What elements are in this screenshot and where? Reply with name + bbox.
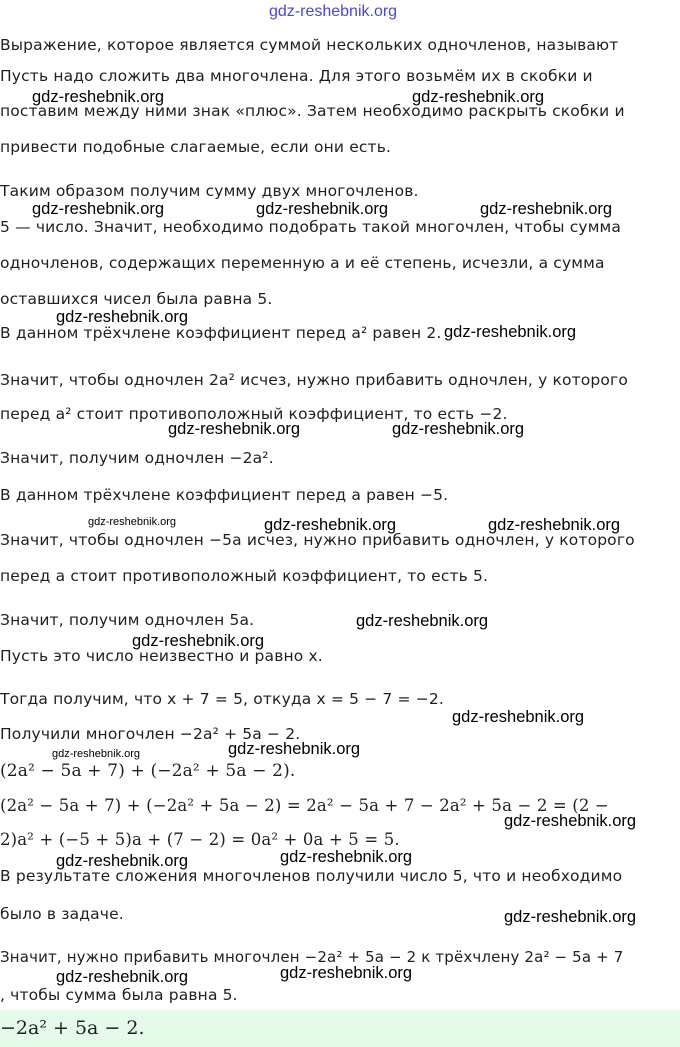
- watermark: gdz-reshebnik.org: [504, 908, 637, 926]
- watermark: gdz-reshebnik.org: [132, 632, 265, 650]
- text-line: перед a стоит противоположный коэффициент, то есть 5.: [0, 567, 489, 585]
- site-watermark[interactable]: gdz-reshebnik.org: [269, 3, 398, 20]
- watermark: gdz-reshebnik.org: [452, 708, 585, 726]
- watermark: gdz-reshebnik.org: [480, 200, 613, 218]
- watermark: gdz-reshebnik.org: [264, 516, 397, 534]
- answer-formula: −2a² + 5a − 2.: [0, 1017, 145, 1039]
- text-line: перед a² стоит противоположный коэффициент, то есть −2.: [0, 405, 508, 423]
- text-line: одночленов, содержащих переменную a и её степень, исчезли, а сумма: [0, 254, 605, 272]
- text-line: Пусть надо сложить два многочлена. Для этого возьмём их в скобки и: [0, 67, 593, 85]
- watermark: gdz-reshebnik.org: [32, 200, 165, 218]
- watermark: gdz-reshebnik.org: [488, 516, 621, 534]
- text-line: Значит, чтобы одночлен 2a² исчез, нужно прибавить одночлен, у которого: [0, 371, 628, 389]
- watermark: gdz-reshebnik.org: [32, 88, 165, 106]
- text-line: Значит, получим одночлен 5a.: [0, 611, 255, 629]
- watermark: gdz-reshebnik.org: [52, 748, 141, 760]
- watermark: gdz-reshebnik.org: [56, 968, 189, 986]
- text-line: 5 — число. Значит, необходимо подобрать такой многочлен, чтобы сумма: [0, 218, 622, 236]
- watermark: gdz-reshebnik.org: [444, 323, 577, 341]
- text-line: было в задаче.: [0, 905, 124, 923]
- text-line: Значит, получим одночлен −2a².: [0, 449, 274, 467]
- text-line: В данном трёхчлене коэффициент перед a равен −5.: [0, 486, 449, 504]
- text-line: В данном трёхчлене коэффициент перед a² равен 2.: [0, 324, 442, 342]
- watermark: gdz-reshebnik.org: [392, 420, 525, 438]
- text-line: Пусть это число неизвестно и равно x.: [0, 647, 323, 665]
- text-line: Получили многочлен −2a² + 5a − 2.: [0, 725, 301, 743]
- watermark: gdz-reshebnik.org: [280, 964, 413, 982]
- text-line: Тогда получим, что x + 7 = 5, откуда x = 5 − 7 = −2.: [0, 690, 444, 708]
- text-line: Выражение, которое является суммой нескольких одночленов, называют: [0, 36, 619, 54]
- text-line: Таким образом получим сумму двух многочленов.: [0, 182, 419, 200]
- formula-line: 2)a² + (−5 + 5)a + (7 − 2) = 0a² + 0a + 5 = 5.: [0, 830, 400, 849]
- text-line: Значит, чтобы одночлен −5a исчез, нужно прибавить одночлен, у которого: [0, 531, 635, 549]
- watermark: gdz-reshebnik.org: [56, 852, 189, 870]
- text-line: поставим между ними знак «плюс». Затем необходимо раскрыть скобки и: [0, 102, 625, 120]
- watermark: gdz-reshebnik.org: [228, 740, 361, 758]
- text-line: оставшихся чисел была равна 5.: [0, 290, 273, 308]
- text-line: В результате сложения многочленов получили число 5, что и необходимо: [0, 867, 623, 885]
- watermark: gdz-reshebnik.org: [56, 308, 189, 326]
- watermark: gdz-reshebnik.org: [256, 200, 389, 218]
- watermark: gdz-reshebnik.org: [168, 420, 301, 438]
- text-line: Значит, нужно прибавить многочлен −2a² + 5a − 2 к трёхчлену 2a² − 5a + 7: [0, 948, 624, 966]
- watermark: gdz-reshebnik.org: [88, 516, 177, 528]
- text-line: , чтобы сумма была равна 5.: [0, 986, 238, 1004]
- watermark: gdz-reshebnik.org: [356, 612, 489, 630]
- watermark: gdz-reshebnik.org: [412, 88, 545, 106]
- formula-line: (2a² − 5a + 7) + (−2a² + 5a − 2) = 2a² − 5a + 7 − 2a² + 5a − 2 = (2 −: [0, 796, 609, 815]
- watermark: gdz-reshebnik.org: [280, 848, 413, 866]
- text-line: привести подобные слагаемые, если они есть.: [0, 138, 392, 156]
- formula-line: (2a² − 5a + 7) + (−2a² + 5a − 2).: [0, 761, 296, 781]
- watermark: gdz-reshebnik.org: [504, 812, 637, 830]
